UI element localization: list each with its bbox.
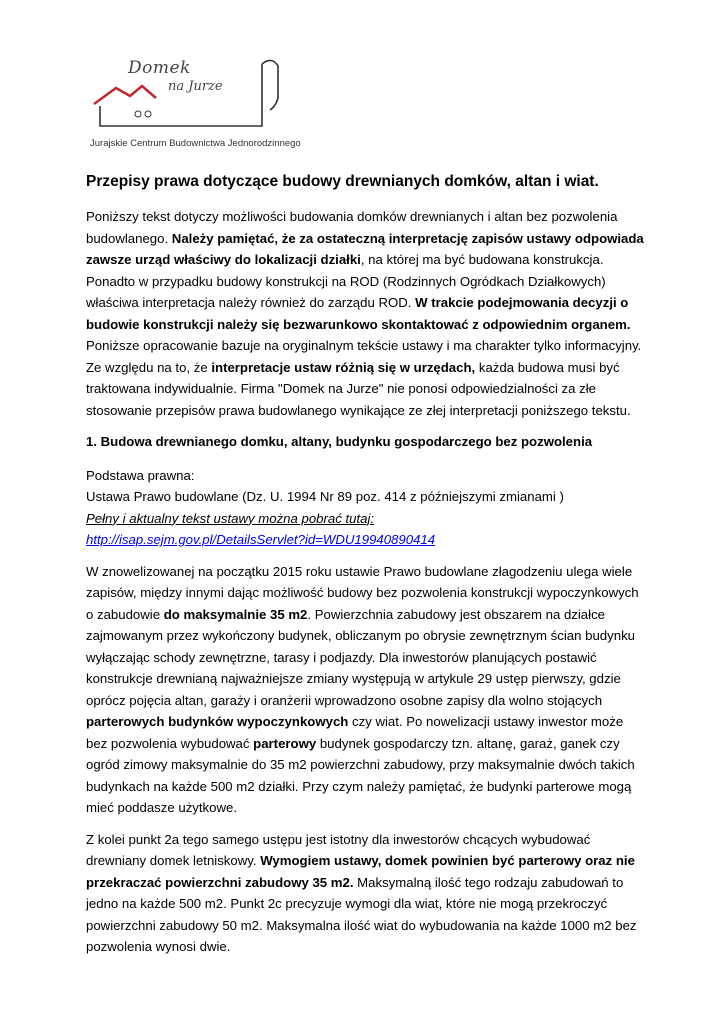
download-note: Pełny i aktualny tekst ustawy można pobrać tutaj: [86, 510, 375, 526]
p3-bold-1: Wymogiem ustawy, domek powinien być parterowy oraz nie przekraczać powierzchni zabudowy 35 m2. [86, 853, 635, 890]
section-1-heading: 1. Budowa drewnianego domku, altany, budynku gospodarczego bez pozwolenia [86, 434, 593, 449]
intro-bold-3: interpretacje ustaw różnią się w urzędach, [211, 359, 476, 375]
p2-bold-3: parterowy [253, 735, 317, 751]
paragraph-3 [86, 829, 646, 958]
document-body [86, 172, 646, 968]
p3-text-1: Z kolei punkt 2a tego samego ustępu jest istotny dla inwestorów chcących wybudować drewniany domek letniskowy. [86, 831, 591, 868]
logo-name-line2: na Jurze [168, 79, 223, 94]
legal-basis-act: Ustawa Prawo budowlane (Dz. U. 1994 Nr 89 poz. 414 z późniejszymi zmianami ) [86, 489, 564, 504]
p2-bold-2: parterowych budynków wypoczynkowych [86, 714, 349, 729]
logo-caption: Jurajskie Centrum Budownictwa Jednorodzinnego [90, 138, 301, 149]
intro-text-1: Poniższy tekst dotyczy możliwości budowania domków drewnianych i altan bez pozwolenia budowlanego. [86, 209, 618, 246]
logo-name-line1: Domek [128, 58, 191, 78]
p2-text-1: W znowelizowanej na początku 2015 roku ustawie Prawo budowlane złagodzeniu ulega wiele zapisów, między innymi dając możliwość budowy bez pozwolenia konstrukcji wypoczynkowych o zabudowie [86, 563, 639, 622]
page-title: Przepisy prawa dotyczące budowy drewnianych domków, altan i wiat. [86, 173, 599, 190]
p2-text-4: budynek gospodarczy tzn. altanę, garaż, ganek czy ogród zimowy maksymalnie do 35 m2 powierzchni zabudowy, przy maksymalnie dwóch takich budynkach na każde 500 m2 działki. Przy czym należy pamiętać, że budynki parterowe mogą mieć poddasze użytkowe. [86, 735, 635, 815]
legal-basis-label: Podstawa prawna: [86, 467, 195, 483]
p2-text-2: . Powierzchnia zabudowy jest obszarem na działce zajmowanym przez wykończony budynek, obliczanym po obrysie zewnętrznym ścian budynku wyłączając schody zewnętrzne, tarasy i podjazdy. Dla inwestorów planujących postawić konstrukcje drewnianą najważniejsze zmiany występują w artykule 29 ustęp pierwszy, gdzie oprócz pojęcia altan, garaży i oranżerii wprowadzono osobne zapisy dla wolno stojących [86, 606, 635, 708]
intro-bold-2: W trakcie podejmowania decyzji o budowie konstrukcji należy się bezwarunkowo skontaktować z odpowiednim organem. [86, 295, 631, 332]
p2-text-3: czy wiat. Po nowelizacji ustawy inwestor może bez pozwolenia wybudować [86, 714, 624, 751]
p2-bold-1: do maksymalnie 35 m2 [163, 606, 308, 622]
act-url-link[interactable]: http://isap.sejm.gov.pl/DetailsServlet?id=WDU19940890414 [86, 532, 436, 547]
intro-text-3: Poniższe opracowanie bazuje na oryginalnym tekście ustawy i ma charakter tylko informacyjny. Ze względu na to, że [86, 338, 642, 375]
legal-basis-block [86, 465, 646, 551]
company-logo [86, 54, 326, 154]
intro-text-2: , na której ma być budowana konstrukcja. Ponadto w przypadku budowy konstrukcji na ROD (Rodzinnych Ogródkach Działkowych) właściwa interpretacja należy również do zarządu ROD. [86, 252, 606, 310]
intro-paragraph [86, 206, 646, 421]
logo-house-graphic [86, 54, 326, 138]
p3-text-2: Maksymalną ilość tego rodzaju zabudowań to jedno na każde 500 m2. Punkt 2c precyzuje wymogi dla wiat, które nie mogą przekroczyć powierzchni zabudowy 50 m2. Maksymalna ilość wiat do wybudowania na każde 1000 m2 bez pozwolenia wynosi dwie. [86, 874, 637, 954]
intro-bold-1: Należy pamiętać, że za ostateczną interpretację zapisów ustawy odpowiada zawsze urząd właściwy do lokalizacji działki [86, 230, 644, 267]
paragraph-2 [86, 561, 646, 819]
intro-text-4: każda budowa musi być traktowana indywidualnie. Firma "Domek na Jurze" nie ponosi odpowiedzialności za złe stosowanie przepisów prawa budowlanego wynikające ze złej interpretacji poniższego tekstu. [86, 359, 631, 418]
